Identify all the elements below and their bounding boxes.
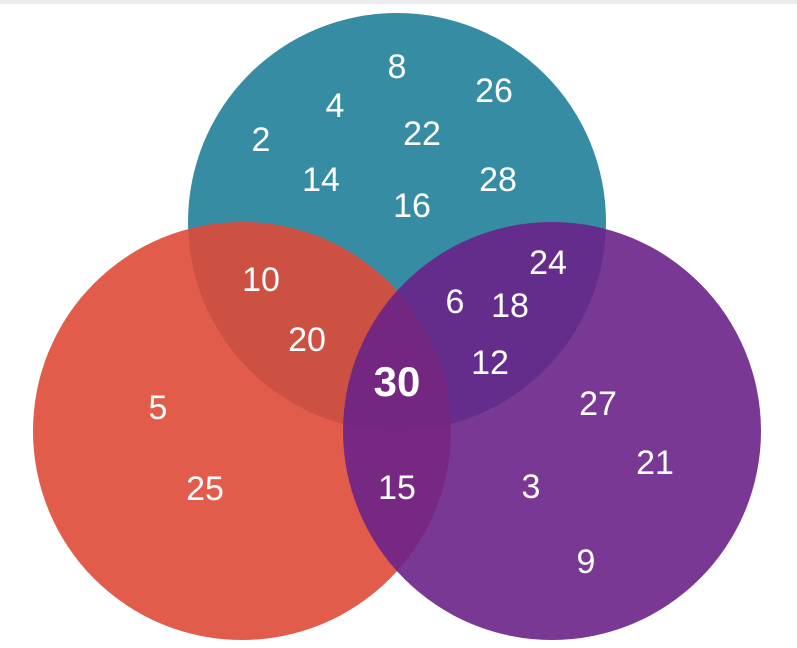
number-right-only: 9 bbox=[576, 543, 596, 581]
number-top-right: 6 bbox=[445, 283, 465, 321]
set-right-circle bbox=[343, 222, 761, 640]
number-left-only: 25 bbox=[186, 470, 224, 508]
number-top-only: 14 bbox=[302, 161, 340, 199]
number-top-left: 20 bbox=[288, 321, 326, 359]
number-top-only: 2 bbox=[251, 121, 271, 159]
number-top-only: 28 bbox=[479, 161, 517, 199]
number-top-right: 12 bbox=[471, 344, 509, 382]
number-top-only: 26 bbox=[475, 72, 513, 110]
number-all-three: 30 bbox=[373, 358, 421, 405]
number-top-only: 22 bbox=[403, 115, 441, 153]
number-left-right: 15 bbox=[378, 469, 416, 507]
number-right-only: 21 bbox=[636, 444, 674, 482]
number-top-only: 4 bbox=[325, 87, 345, 125]
number-top-right: 24 bbox=[529, 244, 567, 282]
number-right-only: 3 bbox=[521, 468, 541, 506]
number-top-right: 18 bbox=[491, 287, 529, 325]
number-top-only: 8 bbox=[387, 48, 407, 86]
number-top-left: 10 bbox=[242, 261, 280, 299]
number-left-only: 5 bbox=[148, 389, 168, 427]
number-top-only: 16 bbox=[393, 187, 431, 225]
number-right-only: 27 bbox=[579, 385, 617, 423]
